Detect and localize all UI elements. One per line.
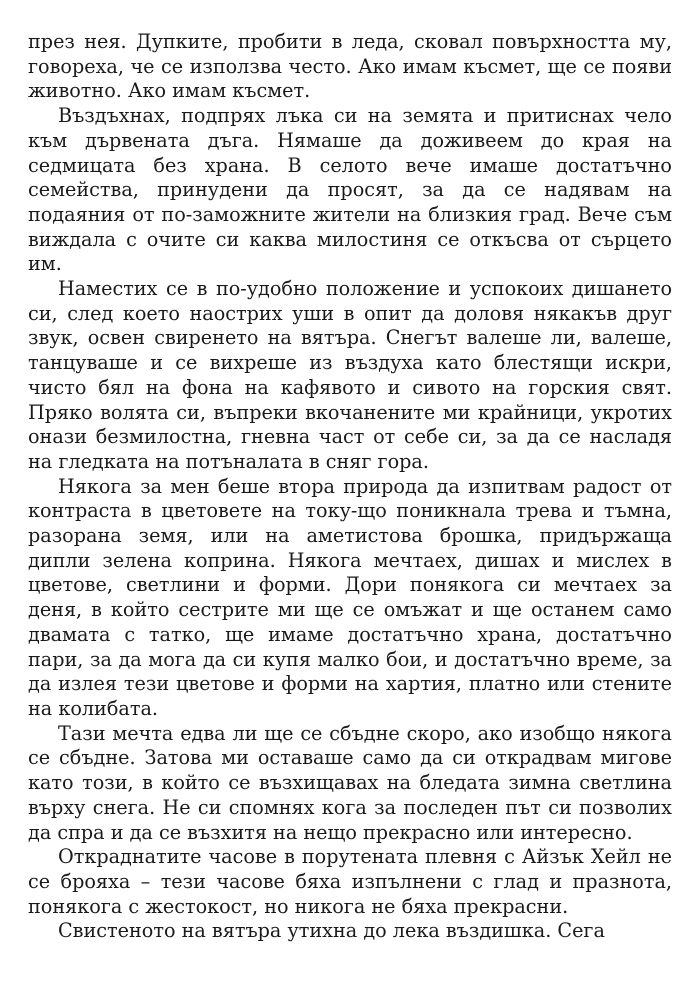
paragraph-7: Свистеното на вятъра утихна до лека въздишка. Сега	[58, 919, 605, 943]
paragraph-2: Въздъхнах, подпрях лъка си на земята и притиснах чело към дървената дъга. Нямаше да доживеем до края на седмицата без храна. В селото вече имаше достатъчно семейства, принудени да просят, за да се надявам на подаяния от по-заможните жители на близкия град. Вече съм виждала с очите си каква милостиня се откъсва от сърцето им.	[28, 104, 672, 276]
paragraph-3: Наместих се в по-удобно положение и успокоих дишането си, след което наострих уши в опит да доловя някакъв друг звук, освен свиренето на вятъра. Снегът валеше ли, валеше, танцуваше и се вихреше из въздуха като блестящи искри, чисто бял на фона на кафявото и сивото на горския свят. Пряко волята си, въпреки вкочанените ми крайници, укротих онази безмилостна, гневна част от себе си, за да се насладя на гледката на потъналата в сняг гора.	[28, 277, 672, 473]
paragraph-5: Тази мечта едва ли ще се сбъдне скоро, ако изобщо някога се сбъдне. Затова ми оставаше само да си открадвам мигове като този, в който се възхищавах на бледата зимна светлина върху снега. Не си спомнях кога за последен път си позволих да спра и да се възхитя на нещо прекрасно или интересно.	[28, 721, 672, 844]
page-body-text	[28, 30, 672, 944]
paragraph-1: през нея. Дупките, пробити в леда, сковал повърхността му, говореха, че се използва често. Ако имам късмет, ще се появи животно. Ако имам късмет.	[28, 30, 672, 103]
paragraph-4: Някога за мен беше втора природа да изпитвам радост от контраста в цветовете на току-що поникнала трева и тъмна, разорана земя, или на аметистова брошка, придържаща дипли зелена коприна. Някога мечтаех, дишах и мислех в цветове, светлини и форми. Дори понякога си мечтаех за деня, в който сестрите ми ще се омъжат и ще останем само двамата с татко, ще имаме достатъчно храна, достатъчно пари, за да мога да си купя малко бои, и достатъчно време, за да излея тези цветове и форми на хартия, платно или стените на колибата.	[28, 474, 672, 720]
paragraph-6: Откраднатите часове в порутената плевня с Айзък Хейл не се брояха – тези часове бяха изпълнени с глад и празнота, понякога с жестокост, но никога не бяха прекрасни.	[28, 845, 672, 918]
